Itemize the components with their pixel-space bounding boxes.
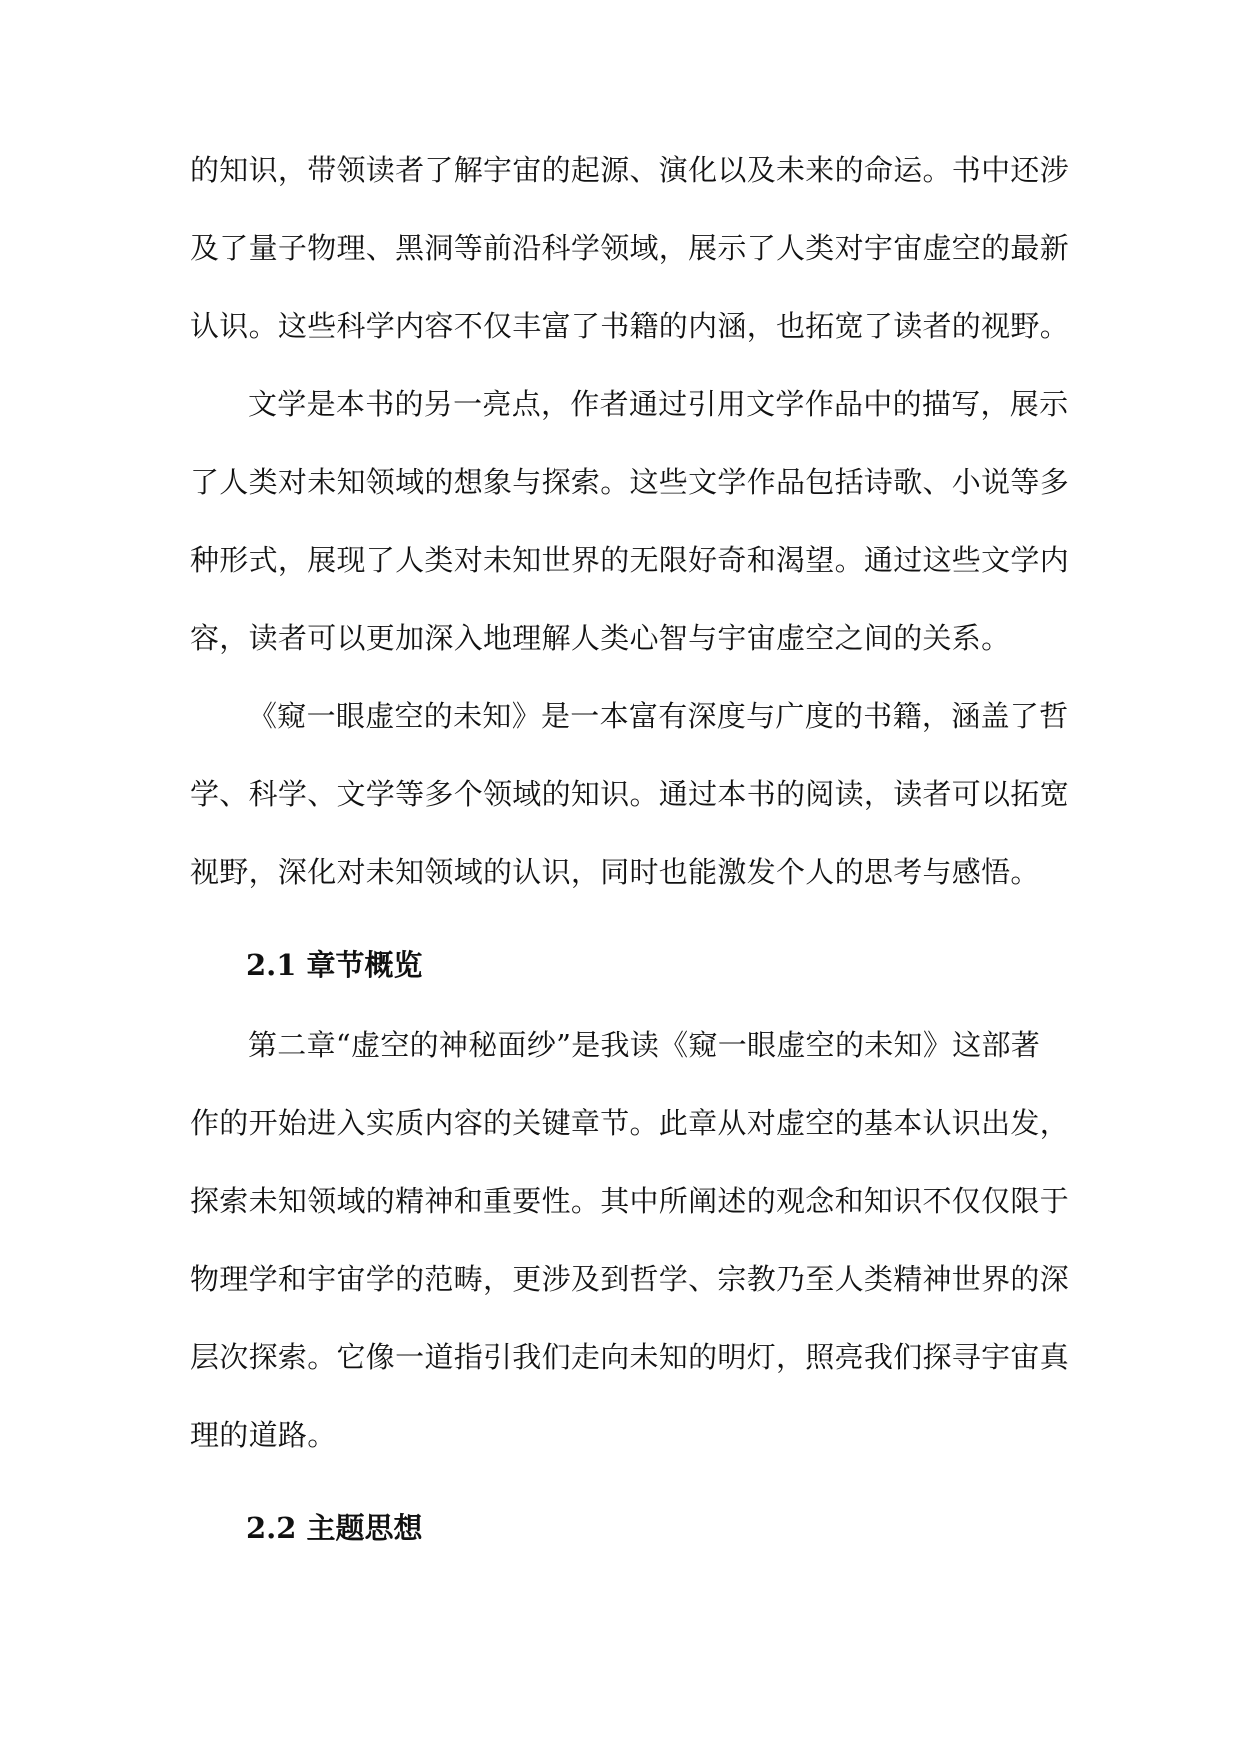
paragraph-2-line-4: 容，读者可以更加深入地理解人类心智与宇宙虚空之间的关系。	[190, 621, 1011, 655]
paragraph-2-line-3: 种形式，展现了人类对未知世界的无限好奇和渴望。通过这些文学内	[190, 543, 1070, 577]
section-2-1-line-6: 理的道路。	[190, 1418, 337, 1452]
section-2-2-heading: 2.2 主题思想	[246, 1511, 423, 1545]
section-2-1-line-4: 物理学和宇宙学的范畴，更涉及到哲学、宗教乃至人类精神世界的深	[190, 1262, 1070, 1296]
paragraph-2-line-1: 文学是本书的另一亮点，作者通过引用文学作品中的描写，展示	[248, 387, 1069, 421]
section-2-1-line-3: 探索未知领域的精神和重要性。其中所阐述的观念和知识不仅仅限于	[190, 1184, 1070, 1218]
section-2-1-line-5: 层次探索。它像一道指引我们走向未知的明灯，照亮我们探寻宇宙真	[190, 1340, 1070, 1374]
section-2-1-line-1: 第二章“虚空的神秘面纱”是我读《窥一眼虚空的未知》这部著	[248, 1028, 1041, 1062]
paragraph-3-line-2: 学、科学、文学等多个领域的知识。通过本书的阅读，读者可以拓宽	[190, 777, 1070, 811]
paragraph-3-line-3: 视野，深化对未知领域的认识，同时也能激发个人的思考与感悟。	[190, 855, 1040, 889]
paragraph-2-line-2: 了人类对未知领域的想象与探索。这些文学作品包括诗歌、小说等多	[190, 465, 1070, 499]
paragraph-1-line-1: 的知识，带领读者了解宇宙的起源、演化以及未来的命运。书中还涉	[190, 153, 1070, 187]
paragraph-3-line-1: 《窥一眼虚空的未知》是一本富有深度与广度的书籍，涵盖了哲	[248, 699, 1069, 733]
paragraph-1-line-3: 认识。这些科学内容不仅丰富了书籍的内涵，也拓宽了读者的视野。	[190, 309, 1070, 343]
section-2-1-heading: 2.1 章节概览	[246, 948, 423, 982]
paragraph-1-line-2: 及了量子物理、黑洞等前沿科学领域，展示了人类对宇宙虚空的最新	[190, 231, 1070, 265]
section-2-1-line-2: 作的开始进入实质内容的关键章节。此章从对虚空的基本认识出发，	[190, 1106, 1070, 1140]
